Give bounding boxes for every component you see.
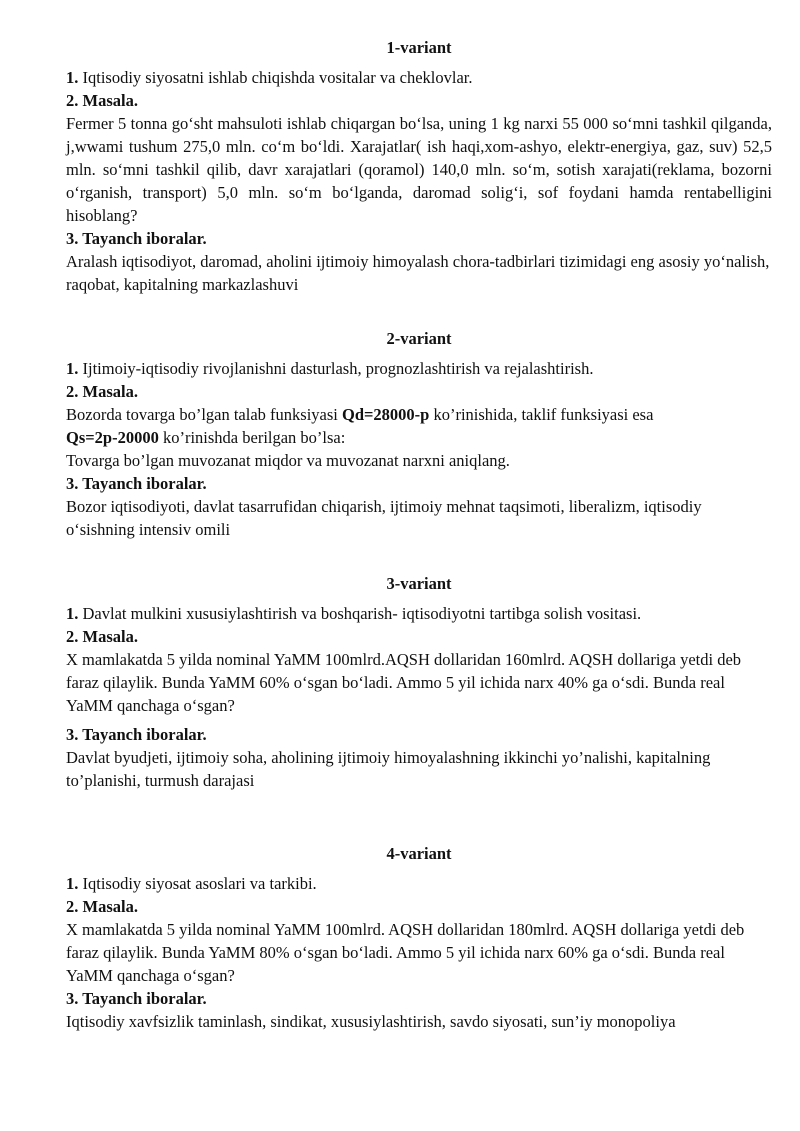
problem-text: Bozorda tovarga bo’lgan talab funksiyasi bbox=[66, 405, 342, 424]
document-page bbox=[66, 36, 772, 1033]
problem-heading: 2. Masala. bbox=[66, 627, 138, 646]
problem-text: Fermer 5 tonna go‘sht mahsuloti ishlab chiqargan bo‘lsa, uning 1 kg narxi 55 000 so‘mni tashkil qilganda, j,wwami tushum 275,0 mln. co‘m bo‘ldi. Xarajatlar( ish haqi,xom-ashyo, elektr-energiya, gaz, suv) 52,5 mln. so‘mni tashkil qilib, davr xarajatlari (qoramol) 140,0 mln. so‘m, sotish xarajati(reklama, bozorni o‘rganish, transport) 5,0 mln. so‘m bo‘lganda, daromad solig‘i, sof foydani hamda rentabelligini hisoblang? bbox=[66, 114, 772, 225]
key-terms-heading: 3. Tayanch iboralar. bbox=[66, 989, 207, 1008]
key-terms-heading: 3. Tayanch iboralar. bbox=[66, 229, 207, 248]
question-text: Iqtisodiy siyosat asoslari va tarkibi. bbox=[78, 874, 317, 893]
key-terms-heading: 3. Tayanch iboralar. bbox=[66, 474, 207, 493]
variant-1 bbox=[66, 36, 772, 296]
demand-function: Qd=28000-p bbox=[342, 405, 430, 424]
problem-line bbox=[66, 403, 772, 426]
key-terms-text: Iqtisodiy xavfsizlik taminlash, sindikat, xususiylashtirish, savdo siyosati, sun’iy monopoliya bbox=[66, 1012, 676, 1031]
variant-title: 4-variant bbox=[386, 844, 452, 863]
problem-line: Tovarga bo’lgan muvozanat miqdor va muvozanat narxni aniqlang. bbox=[66, 451, 510, 470]
problem-heading: 2. Masala. bbox=[66, 897, 138, 916]
variant-3 bbox=[66, 572, 772, 792]
question-number: 1. bbox=[66, 604, 79, 623]
key-terms-text: Bozor iqtisodiyoti, davlat tasarrufidan chiqarish, ijtimoiy mehnat taqsimoti, liberalizm, iqtisodiy o‘sishning intensiv omili bbox=[66, 497, 702, 539]
variant-4 bbox=[66, 842, 772, 1033]
key-terms-heading: 3. Tayanch iboralar. bbox=[66, 725, 207, 744]
question-text: Davlat mulkini xususiylashtirish va boshqarish- iqtisodiyotni tartibga solish vositasi. bbox=[78, 604, 642, 623]
question-1 bbox=[66, 66, 772, 89]
problem-text: X mamlakatda 5 yilda nominal YaMM 100mlrd. AQSH dollaridan 180mlrd. AQSH dollariga yetdi deb faraz qilaylik. Bunda YaMM 80% o‘sgan bo‘ladi. Ammo 5 yil ichida narx 60% ga o‘sdi. Bunda real YaMM qanchaga o‘sgan? bbox=[66, 920, 745, 985]
problem-heading: 2. Masala. bbox=[66, 382, 138, 401]
variant-2 bbox=[66, 327, 772, 541]
problem-text: ko’rinishida, taklif funksiyasi esa bbox=[429, 405, 654, 424]
question-number: 1. bbox=[66, 68, 79, 87]
question-number: 1. bbox=[66, 359, 79, 378]
variant-title: 3-variant bbox=[386, 574, 452, 593]
question-number: 1. bbox=[66, 874, 79, 893]
problem-text: ko’rinishda berilgan bo’lsa: bbox=[158, 428, 346, 447]
problem-text: X mamlakatda 5 yilda nominal YaMM 100mlrd.AQSH dollaridan 160mlrd. AQSH dollariga yetdi deb faraz qilaylik. Bunda YaMM 60% o‘sgan bo‘ladi. Ammo 5 yil ichida narx 40% ga o‘sdi. Bunda real YaMM qanchaga o‘sgan? bbox=[66, 650, 742, 715]
key-terms-text: Davlat byudjeti, ijtimoiy soha, aholining ijtimoiy himoyalashning ikkinchi yo’nalishi, kapitalning to’planishi, turmush darajasi bbox=[66, 748, 711, 790]
variant-title: 1-variant bbox=[386, 38, 452, 57]
question-text: Ijtimoiy-iqtisodiy rivojlanishni dasturlash, prognozlashtirish va rejalashtirish. bbox=[78, 359, 594, 378]
question-1 bbox=[66, 357, 772, 380]
question-1 bbox=[66, 602, 772, 625]
problem-line bbox=[66, 426, 772, 449]
supply-function: Qs=2p-20000 bbox=[66, 428, 159, 447]
problem-heading: 2. Masala. bbox=[66, 91, 138, 110]
key-terms-text: Aralash iqtisodiyot, daromad, aholini ijtimoiy himoyalash chora-tadbirlari tizimidagi eng asosiy yo‘nalish, raqobat, kapitalning markazlashuvi bbox=[66, 252, 770, 294]
variant-title: 2-variant bbox=[386, 329, 452, 348]
question-1 bbox=[66, 872, 772, 895]
question-text: Iqtisodiy siyosatni ishlab chiqishda vositalar va cheklovlar. bbox=[78, 68, 473, 87]
